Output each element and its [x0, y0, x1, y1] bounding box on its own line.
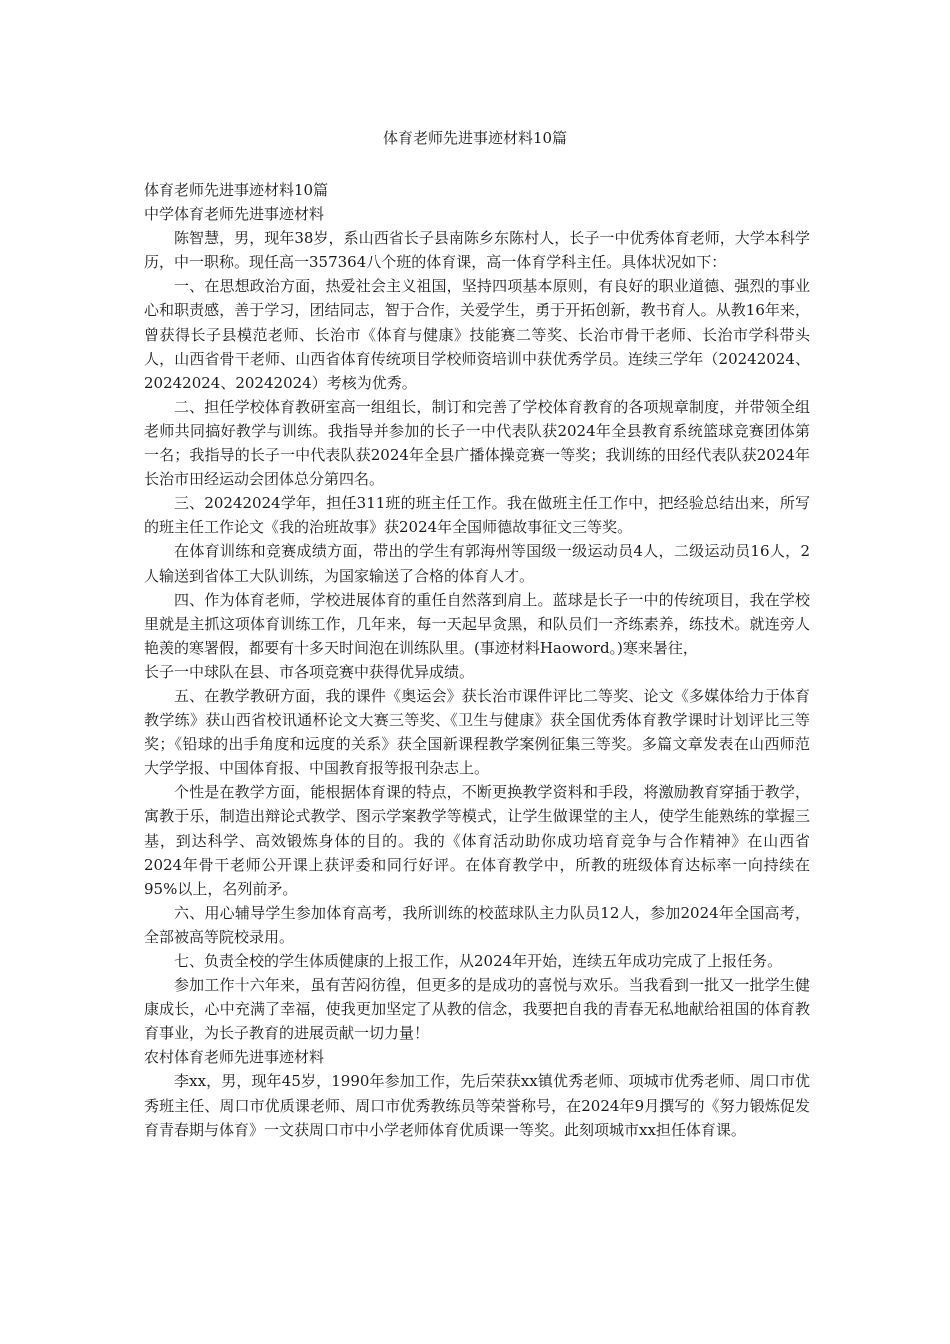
paragraph-basketball: 四、作为体育老师，学校进展体育的重任自然落到肩上。蓝球是长子一中的传统项目，我在学校里就是主抓这项体育训练工作，几年来，每一天起早贪黑，和队员们一齐练素养，练技术。就连旁人艳羡的寒署假，都要有十多天时间泡在训练队里。(事迹材料Haoword。)寒来暑往，: [144, 590, 810, 657]
paragraph-training-results: 在体育训练和竞赛成绩方面，带出的学生有郭海州等国级一级运动员4人，二级运动员16人，2人输送到省体工大队训练，为国家输送了合格的体育人才。: [144, 542, 810, 585]
paragraph-health-report: 七、负责全校的学生体质健康的上报工作，从2024年开始，连续五年成功完成了上报任务。: [174, 952, 783, 970]
paragraph-conclusion: 参加工作十六年来，虽有苦闷彷徨，但更多的是成功的喜悦与欢乐。当我看到一批又一批学生健康成长，心中充满了幸福，使我更加坚定了从教的信念，我要把自我的青春无私地献给祖国的体育教育事业，为长子教育的进展贡献一切力量！: [144, 976, 810, 1043]
paragraph-teaching-methods: 个性是在教学方面，能根据体育课的特点，不断更换教学资料和手段，将激励教育穿插于教学，寓教于乐，制造出辩论式教学、图示学案教学等模式，让学生做课堂的主人，使学生能熟练的掌握三基，到达科学、高效锻炼身体的目的。我的《体育活动助你成功培育竞争与合作精神》在山西省2024年骨干老师公开课上获评委和同行好评。在体育教学中，所教的班级体育达标率一向持续在95%以上，名列前矛。: [144, 783, 810, 898]
document-body: [144, 178, 810, 1142]
paragraph-class-teacher: 三、20242024学年，担任311班的班主任工作。我在做班主任工作中，把经验总结出来，所写的班主任工作论文《我的治班故事》获2024年全国师德故事征文三等奖。: [144, 494, 810, 537]
paragraph-research-group: 二、担任学校体育教研室高一组组长，制订和完善了学校体育教育的各项规章制度，并带领全组老师共同搞好教学与训练。我指导并参加的长子一中代表队获2024年全县教育系统篮球竞赛团体第一名；我指导的长子一中代表队获2024年全县广播体操竞赛一等奖；我训练的田经代表队获2024年长治市田经运动会团体总分第四名。: [144, 397, 810, 489]
paragraph-continuation: 长子一中球队在县、市各项竞赛中获得优异成绩。: [144, 662, 475, 681]
document-title: 体育老师先进事迹材料10篇: [382, 129, 568, 147]
paragraph-intro: 陈智慧，男，现年38岁，系山西省长子县南陈乡东陈村人，长子一中优秀体育老师，大学本科学历，中一职称。现任高一357364八个班的体育课，高一体育学科主任。具体状况如下：: [144, 229, 810, 272]
paragraph-political: 一、在思想政治方面，热爱社会主义祖国，坚持四项基本原则，有良好的职业道德、强烈的事业心和职责感，善于学习，团结同志，智于合作，关爱学生，勇于开拓创新，教书育人。从教16年来，曾获得长子县模范老师、长治市《体育与健康》技能赛二等奖、长治市骨干老师、长治市学科带头人，山西省骨干老师、山西省体育传统项目学校师资培训中获优秀学员。连续三学年（20242024、20242024、20242024）考核为优秀。: [144, 277, 810, 392]
section-heading-middle-school: 中学体育老师先进事迹材料: [144, 205, 325, 224]
section-heading-rural: 农村体育老师先进事迹材料: [144, 1048, 325, 1067]
paragraph-rural-teacher: 李xx，男，现年45岁，1990年参加工作，先后荣获xx镇优秀老师、项城市优秀老师、周口市优秀班主任、周口市优质课老师、周口市优秀教练员等荣誉称号，在2024年9月撰写的《努力锻炼促发育青春期与体育》一文获周口市中小学老师体育优质课一等奖。此刻项城市xx担任体育课。: [144, 1072, 810, 1139]
paragraph-college-exam: 六、用心辅导学生参加体育高考，我所训练的校蓝球队主力队员12人，参加2024年全国高考，全部被高等院校录用。: [144, 903, 810, 946]
paragraph-teaching-research: 五、在教学教研方面，我的课件《奥运会》获长治市课件评比二等奖、论文《多媒体给力于体育教学练》获山西省校讯通杯论文大赛三等奖、《卫生与健康》获全国优秀体育教学课时计划评比三等奖；《铅球的出手角度和远度的关系》获全国新课程教学案例征集三等奖。多篇文章发表在山西师范大学学报、中国体育报、中国教育报等报刊杂志上。: [144, 686, 810, 778]
header-line-title: 体育老师先进事迹材料10篇: [144, 181, 329, 199]
